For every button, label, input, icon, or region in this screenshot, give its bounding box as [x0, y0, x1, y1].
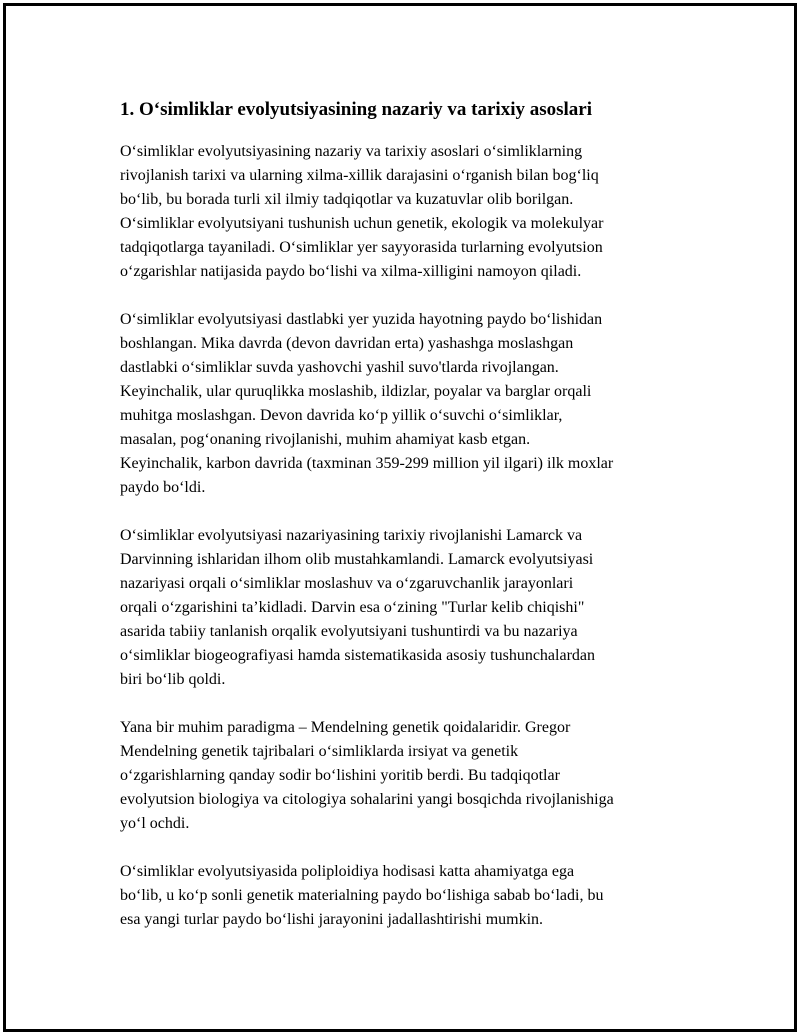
text-line: boshlangan. Mika davrda (devon davridan erta) yashashga moslashgan — [120, 335, 574, 352]
text-line: bo‘lib, u ko‘p sonli genetik materialning paydo bo‘lishiga sabab bo‘ladi, bu — [120, 887, 604, 904]
text-line: esa yangi turlar paydo bo‘lishi jarayonini jadallashtirishi mumkin. — [120, 911, 544, 928]
text-line: Darvinning ishlaridan ilhom olib mustahkamlandi. Lamarck evolyutsiyasi — [120, 551, 594, 568]
text-line: bo‘lib, bu borada turli xil ilmiy tadqiqotlar va kuzatuvlar olib borilgan. — [120, 191, 574, 208]
text-line: Yana bir muhim paradigma – Mendelning genetik qoidalaridir. Gregor — [120, 719, 571, 736]
text-line: biri bo‘lib qoldi. — [120, 671, 226, 688]
text-line: rivojlanish tarixi va ularning xilma-xillik darajasini o‘rganish bilan bog‘liq — [120, 167, 599, 184]
text-line: dastlabki o‘simliklar suvda yashovchi yashil suvo'tlarda rivojlangan. — [120, 359, 559, 376]
text-line: tadqiqotlarga tayaniladi. O‘simliklar yer sayyorasida turlarning evolyutsion — [120, 239, 603, 256]
document-page — [3, 3, 797, 1032]
text-line: paydo bo‘ldi. — [120, 479, 206, 496]
text-line: nazariyasi orqali o‘simliklar moslashuv va o‘zgaruvchanlik jarayonlari — [120, 575, 574, 592]
paragraph-1 — [120, 140, 680, 284]
text-line: muhitga moslashgan. Devon davrida ko‘p yillik o‘suvchi o‘simliklar, — [120, 407, 563, 424]
text-line: O‘simliklar evolyutsiyasida poliploidiya hodisasi katta ahamiyatga ega — [120, 863, 575, 880]
text-line: O‘simliklar evolyutsiyasi nazariyasining tarixiy rivojlanishi Lamarck va — [120, 527, 583, 544]
text-line: Mendelning genetik tajribalari o‘simliklarda irsiyat va genetik — [120, 743, 519, 760]
paragraph-5 — [120, 860, 680, 932]
text-line: yo‘l ochdi. — [120, 815, 190, 832]
text-line: Keyinchalik, ular quruqlikka moslashib, ildizlar, poyalar va barglar orqali — [120, 383, 592, 400]
paragraph-3 — [120, 524, 680, 692]
paragraph-2 — [120, 308, 680, 500]
text-line: O‘simliklar evolyutsiyani tushunish uchun genetik, ekologik va molekulyar — [120, 215, 604, 232]
text-line: o‘simliklar biogeografiyasi hamda sistematikasida asosiy tushunchalardan — [120, 647, 595, 664]
text-line: asarida tabiiy tanlanish orqalik evolyutsiyani tushuntirdi va bu nazariya — [120, 623, 578, 640]
document-title: 1. O‘simliklar evolyutsiyasining nazariy va tarixiy asoslari — [120, 99, 593, 120]
text-line: masalan, pog‘onaning rivojlanishi, muhim ahamiyat kasb etgan. — [120, 431, 531, 448]
text-line: evolyutsion biologiya va citologiya sohalarini yangi bosqichda rivojlanishiga — [120, 791, 614, 808]
paragraph-4 — [120, 716, 680, 836]
text-line: orqali o‘zgarishini ta’kidladi. Darvin esa o‘zining "Turlar kelib chiqishi" — [120, 599, 585, 616]
document-content — [120, 96, 680, 956]
text-line: o‘zgarishlar natijasida paydo bo‘lishi va xilma-xilligini namoyon qiladi. — [120, 263, 582, 280]
text-line: Keyinchalik, karbon davrida (taxminan 359-299 million yil ilgari) ilk moxlar — [120, 455, 614, 472]
text-line: O‘simliklar evolyutsiyasining nazariy va tarixiy asoslari o‘simliklarning — [120, 143, 583, 160]
text-line: o‘zgarishlarning qanday sodir bo‘lishini yoritib berdi. Bu tadqiqotlar — [120, 767, 560, 784]
text-line: O‘simliklar evolyutsiyasi dastlabki yer yuzida hayotning paydo bo‘lishidan — [120, 311, 603, 328]
